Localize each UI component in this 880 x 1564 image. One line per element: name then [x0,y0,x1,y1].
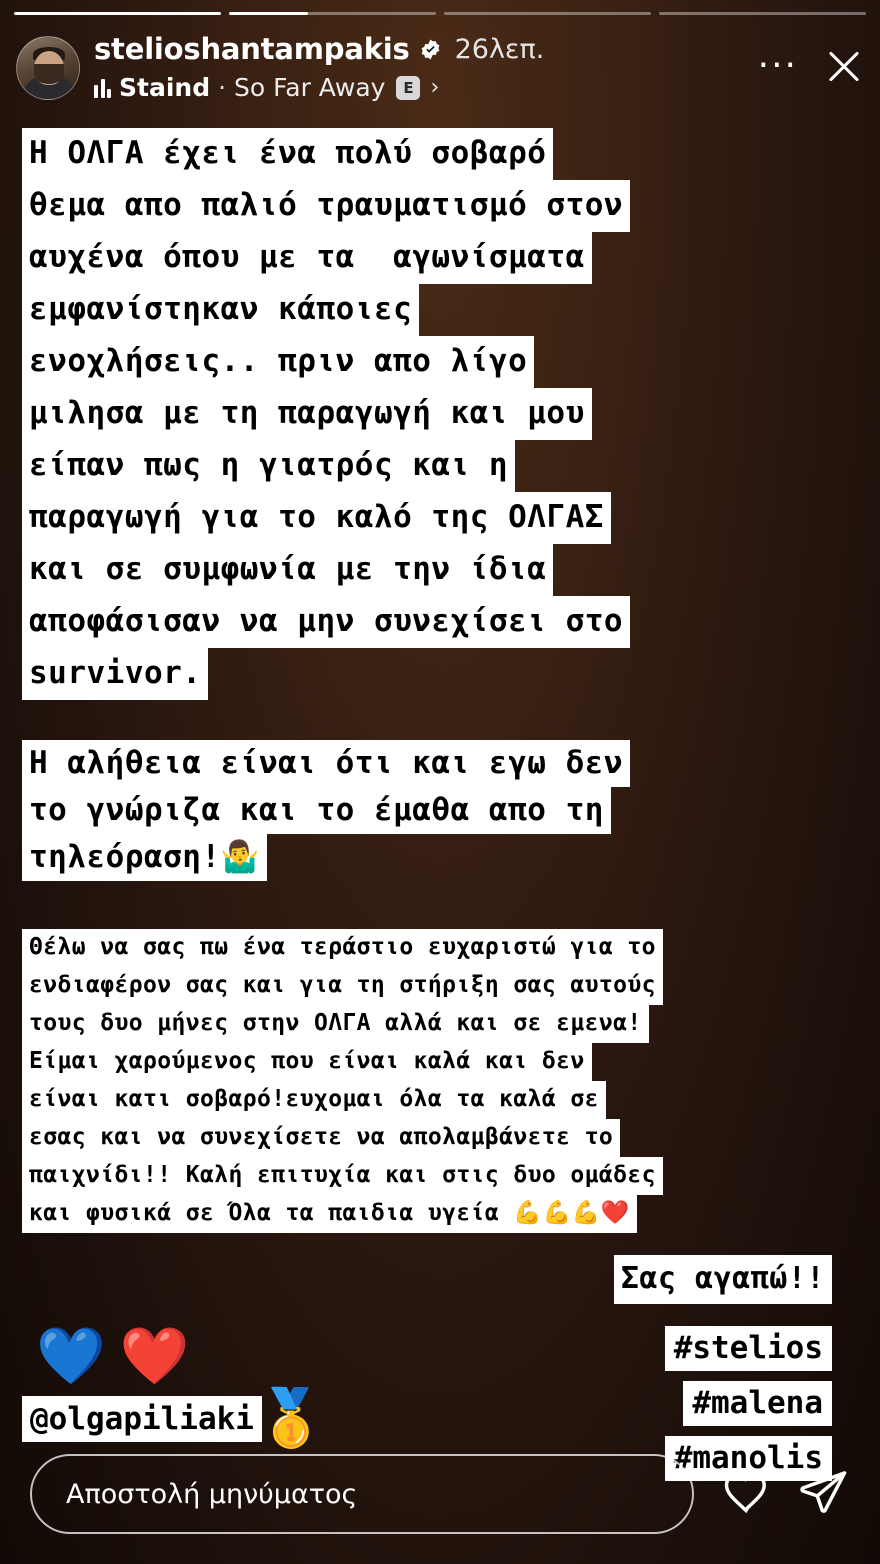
more-options-icon[interactable]: ··· [757,45,798,86]
story-progress-segment-3[interactable] [444,12,651,15]
music-title: So Far Away [234,73,386,102]
explicit-badge: E [396,76,420,100]
story-progress-segment-1[interactable] [14,12,221,15]
chevron-right-icon[interactable]: › [430,75,440,100]
header-text-group [94,30,758,102]
header-line-primary [94,32,758,66]
text-line: παιχνίδι!! Καλή επιτυχία και στις δυο ομάδες [22,1157,663,1195]
verified-badge-icon [419,38,442,61]
music-artist: Staind [119,73,211,102]
close-icon[interactable] [822,44,866,88]
text-line: εμφανίστηκαν κάποιες [22,284,419,336]
mention-group [22,1324,326,1451]
story-header [16,30,866,112]
text-line: θεμα απο παλιό τραυματισμό στον [22,180,630,232]
paragraph-block-a [22,128,858,700]
text-line: αποφάσισαν να μην συνεχίσει στο [22,596,630,648]
text-line: μιλησα με τη παραγωγή και μου [22,388,592,440]
text-line: είναι κατι σοβαρό!ευχομαι όλα τα καλά σε [22,1081,606,1119]
music-attribution[interactable] [94,73,758,102]
text-line: ενοχλήσεις.. πριν απο λίγο [22,336,534,388]
equalizer-icon [94,78,111,98]
paragraph-block-b [22,740,858,881]
avatar[interactable] [16,36,80,100]
message-input[interactable] [30,1454,694,1534]
text-line: Είμαι χαρούμενος που είναι καλά και δεν [22,1043,592,1081]
paragraph-block-c [22,929,858,1233]
heart-emoji-row: 💙❤️ [36,1324,204,1389]
text-line: Θέλω να σας πω ένα τεράστιο ευχαριστώ για το [22,929,663,967]
text-line: παραγωγή για το καλό της ΟΛΓΑΣ [22,492,611,544]
message-placeholder: Αποστολή μηνύματος [66,1478,358,1510]
story-progress-segment-2[interactable] [229,12,436,15]
hashtag-sticker[interactable]: #stelios [665,1326,832,1371]
text-line: ενδιαφέρον σας και για τη στήριξη σας αυτούς [22,967,663,1005]
send-icon[interactable] [798,1466,850,1522]
text-line: το γνώριζα και το έμαθα απο τη [22,787,611,834]
mention-sticker[interactable]: @olgapiliaki [22,1396,262,1442]
text-line: εσας και να συνεχίσετε να απολαμβάνετε το [22,1119,620,1157]
closing-line-row [22,1255,858,1304]
text-line: και σε συμφωνία με την ίδια [22,544,553,596]
story-footer [0,1446,880,1542]
heart-icon[interactable] [720,1466,772,1522]
text-line: Η ΟΛΓΑ έχει ένα πολύ σοβαρό [22,128,553,180]
closing-text: Σας αγαπώ!! [614,1255,832,1304]
text-line: και φυσικά σε Όλα τα παιδια υγεία 💪💪💪❤️ [22,1195,637,1233]
text-line: είπαν πως η γιατρός και η [22,440,515,492]
text-line: τηλεόραση!🤷‍♂️ [22,834,267,881]
username[interactable]: stelioshantampakis [94,32,410,66]
hashtag-sticker[interactable]: #malena [683,1381,832,1426]
story-text-content [0,128,880,1481]
story-progress-segment-4[interactable] [659,12,866,15]
text-line: τους δυο μήνες στην ΟΛΓΑ αλλά και σε εμενα! [22,1005,649,1043]
text-line: Η αλήθεια είναι ότι και εγω δεν [22,740,630,787]
mention-row [22,1386,326,1451]
hashtag-sticker[interactable]: #manolis [665,1436,832,1481]
music-separator: · [218,73,227,102]
text-line: αυχένα όπου με τα αγωνίσματα [22,232,592,284]
header-actions [758,44,866,88]
text-line: survivor. [22,648,208,700]
medal-emoji: 🥇 [255,1386,326,1451]
story-progress-bar [14,12,866,16]
story-timestamp: 26λεπ. [454,33,545,65]
